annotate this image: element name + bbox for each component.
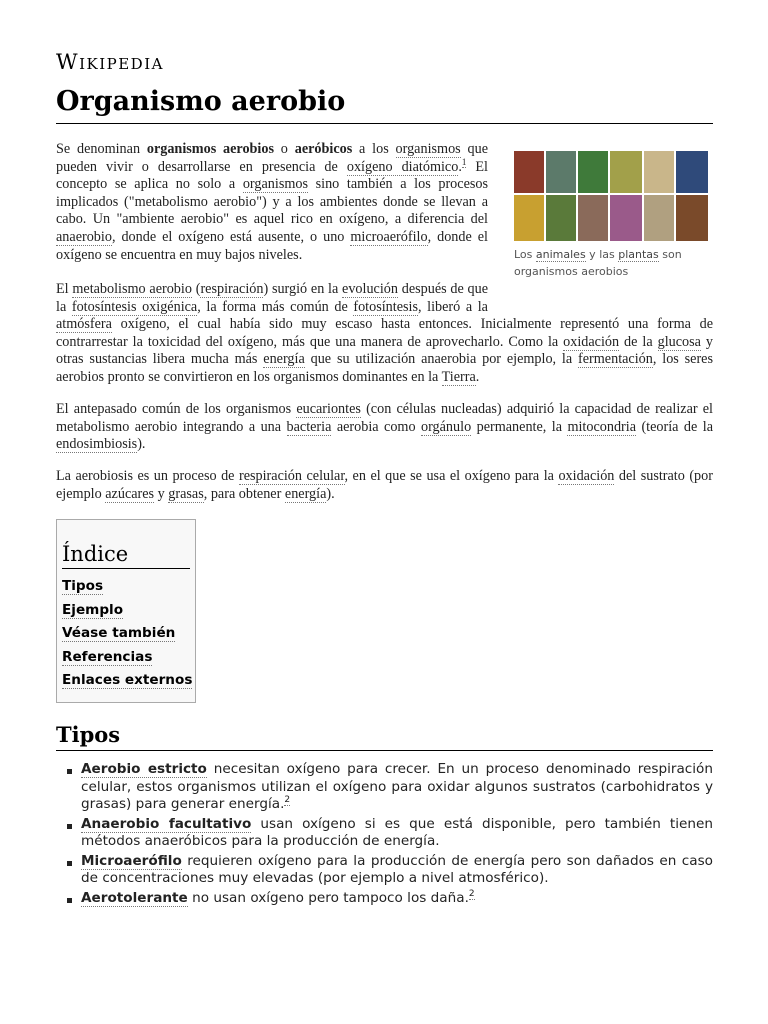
link-atmosfera[interactable]: atmósfera — [56, 316, 112, 333]
bold-term: organismos aerobios — [146, 141, 274, 157]
text: de la — [619, 333, 658, 350]
link-animales[interactable]: animales — [535, 248, 586, 261]
link-eucariontes[interactable]: eucariontes — [296, 401, 361, 417]
link-energia[interactable]: energía — [284, 485, 327, 502]
text: . — [475, 368, 480, 385]
link-fotosintesis[interactable]: fotosíntesis — [353, 298, 418, 315]
collage-tile — [644, 151, 674, 193]
link-oxigeno-diatomico[interactable]: oxígeno diatómico — [346, 158, 459, 175]
toc-item-label: Referencias — [62, 648, 153, 665]
list-item — [56, 816, 713, 851]
link-fermentacion[interactable]: fermentación — [578, 351, 653, 368]
text: aerobia como — [331, 418, 421, 435]
text: oxígeno, el cual había sido muy escaso hasta entonces. Inicialmente representó una forma de contrarrestar la toxicidad del oxígeno, más que una manera de aprovecharlo. Como la — [56, 316, 713, 350]
collage-tile — [676, 195, 708, 241]
link-fotosintesis-oxigenica[interactable]: fotosíntesis oxigénica — [71, 298, 198, 315]
link-organismos[interactable]: organismos — [395, 141, 461, 157]
link-oxidacion[interactable]: oxidación — [558, 468, 615, 484]
link-metabolismo-aerobio[interactable]: metabolismo aerobio — [72, 281, 192, 297]
text: sino también a los procesos implicados ("metabolismo aerobio") y a los ambientes donde se llevan a cabo. Un "ambiente aerobio" es aquel rico en oxígeno, a diferencia del — [56, 176, 489, 228]
list-item — [56, 853, 713, 888]
text: La aerobiosis es un proceso de — [56, 468, 239, 484]
link-glucosa[interactable]: glucosa — [657, 333, 701, 350]
link-respiracion-celular[interactable]: respiración celular — [238, 468, 345, 484]
link-evolucion[interactable]: evolución — [342, 281, 398, 297]
text: y otras sustancias libera mucha más — [56, 333, 713, 368]
text: ( — [191, 281, 201, 297]
page-title: Organismo aerobio — [56, 86, 713, 124]
link-respiracion[interactable]: respiración — [200, 281, 264, 297]
infobox-figure — [514, 151, 714, 280]
text: o — [274, 141, 295, 157]
collage-tile — [610, 151, 642, 193]
toc-item-label: Tipos — [62, 578, 104, 594]
toc-item-label: Enlaces externos — [62, 672, 193, 689]
link-azucares[interactable]: azúcares — [105, 485, 155, 502]
organisms-collage-image[interactable] — [514, 151, 708, 243]
text: no usan oxígeno pero tampoco los daña. — [187, 889, 469, 906]
collage-tile — [546, 151, 576, 193]
toc-item-label: Ejemplo — [62, 601, 124, 618]
reference-link[interactable]: 2 — [284, 795, 291, 806]
link-microaerofilo[interactable]: microaerófilo — [350, 228, 428, 245]
link-aerotolerante[interactable]: Aerotolerante — [81, 889, 188, 906]
table-of-contents — [56, 519, 196, 703]
tipos-list — [56, 761, 713, 909]
text: . — [458, 158, 462, 175]
text: requieren oxígeno para la producción de energía pero son dañados en caso de concentraciones muy elevadas (por ejemplo a nivel atmosférico). — [81, 852, 713, 886]
text: y las — [585, 248, 619, 261]
collage-tile — [514, 195, 544, 241]
reference-link[interactable]: 1 — [461, 156, 467, 167]
text: (teoría de la — [636, 418, 713, 435]
toc-item-enlaces-externos[interactable] — [62, 672, 192, 696]
link-mitocondria[interactable]: mitocondria — [567, 418, 637, 435]
section-heading-tipos: Tipos — [56, 722, 713, 751]
text: que pueden vivir o desarrollarse en presencia de — [56, 141, 488, 175]
link-organulo[interactable]: orgánulo — [420, 418, 472, 435]
text: después de que la — [56, 281, 489, 315]
text: usan oxígeno si es que está disponible, pero también tienen métodos anaeróbicos para la producción de energía. — [81, 815, 713, 849]
text: ) surgió en la — [263, 281, 343, 297]
text: , donde el oxígeno está ausente, o uno — [111, 228, 351, 245]
text: del sustrato (por ejemplo — [56, 468, 713, 502]
text: El antepasado común de los organismos — [56, 401, 297, 417]
text: , para obtener — [203, 485, 285, 502]
text: necesitan oxígeno para crecer. En un proceso denominado respiración celular, estos organismos utilizan el oxígeno para oxidar algunos sustratos (carbohidratos y grasas) para generar energía. — [81, 761, 713, 812]
toc-list — [62, 578, 192, 696]
link-bacteria[interactable]: bacteria — [286, 418, 332, 435]
text: (con células nucleadas) adquirió la capacidad de realizar el metabolismo aerobio integrando a una — [56, 401, 713, 435]
text: El concepto se aplica no solo a — [56, 158, 488, 193]
text: que su utilización anaerobia por ejemplo, la — [304, 351, 579, 368]
text: , la forma más común de — [197, 298, 354, 315]
text: a los — [352, 141, 396, 157]
collage-tile — [546, 195, 576, 241]
text: , liberó a la — [418, 298, 488, 315]
collage-tile — [676, 151, 708, 193]
text: ). — [137, 436, 146, 453]
text: , en el que se usa el oxígeno para la — [344, 468, 559, 484]
link-plantas[interactable]: plantas — [618, 248, 659, 261]
link-energia[interactable]: energía — [263, 351, 305, 368]
text: ). — [326, 485, 335, 502]
wikipedia-logo[interactable]: Wikipedia — [56, 50, 164, 74]
text: Se denominan — [56, 141, 147, 157]
collage-tile — [514, 151, 544, 193]
reference-link[interactable]: 2 — [468, 888, 475, 899]
bold-term: aeróbicos — [294, 141, 353, 157]
collage-tile — [644, 195, 674, 241]
evolution-paragraph — [56, 281, 713, 387]
collage-tile — [578, 151, 608, 193]
text: , los seres aerobios pronto se convirtieron en los organismos dominantes en la — [56, 351, 714, 385]
link-aerobio-estricto[interactable]: Aerobio estricto — [81, 761, 207, 777]
link-microaerofilo[interactable]: Microaerófilo — [81, 852, 182, 869]
text: Los — [514, 248, 536, 261]
toc-item-tipos[interactable] — [62, 578, 192, 602]
intro-paragraph — [56, 141, 488, 264]
link-grasas[interactable]: grasas — [168, 485, 204, 502]
list-item — [56, 761, 713, 814]
figure-caption — [514, 246, 714, 280]
aerobiosis-paragraph — [56, 468, 713, 503]
text: y — [154, 485, 169, 502]
toc-item-referencias[interactable] — [62, 649, 192, 673]
toc-item-label: Véase también — [62, 625, 176, 642]
figure-spacer — [488, 281, 713, 316]
text: , donde el oxígeno se encuentra en muy bajos niveles. — [56, 228, 488, 263]
text: permanente, la — [471, 418, 568, 435]
toc-item-vease-tambien[interactable] — [62, 625, 192, 649]
link-organismos[interactable]: organismos — [242, 176, 308, 193]
list-item — [56, 890, 713, 908]
link-oxidacion[interactable]: oxidación — [563, 333, 620, 350]
toc-title: Índice — [62, 542, 190, 569]
link-endosimbiosis[interactable]: endosimbiosis — [56, 436, 138, 453]
toc-item-ejemplo[interactable] — [62, 602, 192, 626]
link-tierra[interactable]: Tierra — [441, 368, 476, 385]
link-anaerobio[interactable]: anaerobio — [56, 228, 112, 245]
collage-tile — [610, 195, 642, 241]
text: son organismos aerobios — [514, 248, 682, 278]
link-anaerobio-facultativo[interactable]: Anaerobio facultativo — [81, 815, 252, 832]
collage-tile — [578, 195, 608, 241]
eukaryote-paragraph — [56, 401, 713, 454]
text: El — [56, 281, 73, 297]
